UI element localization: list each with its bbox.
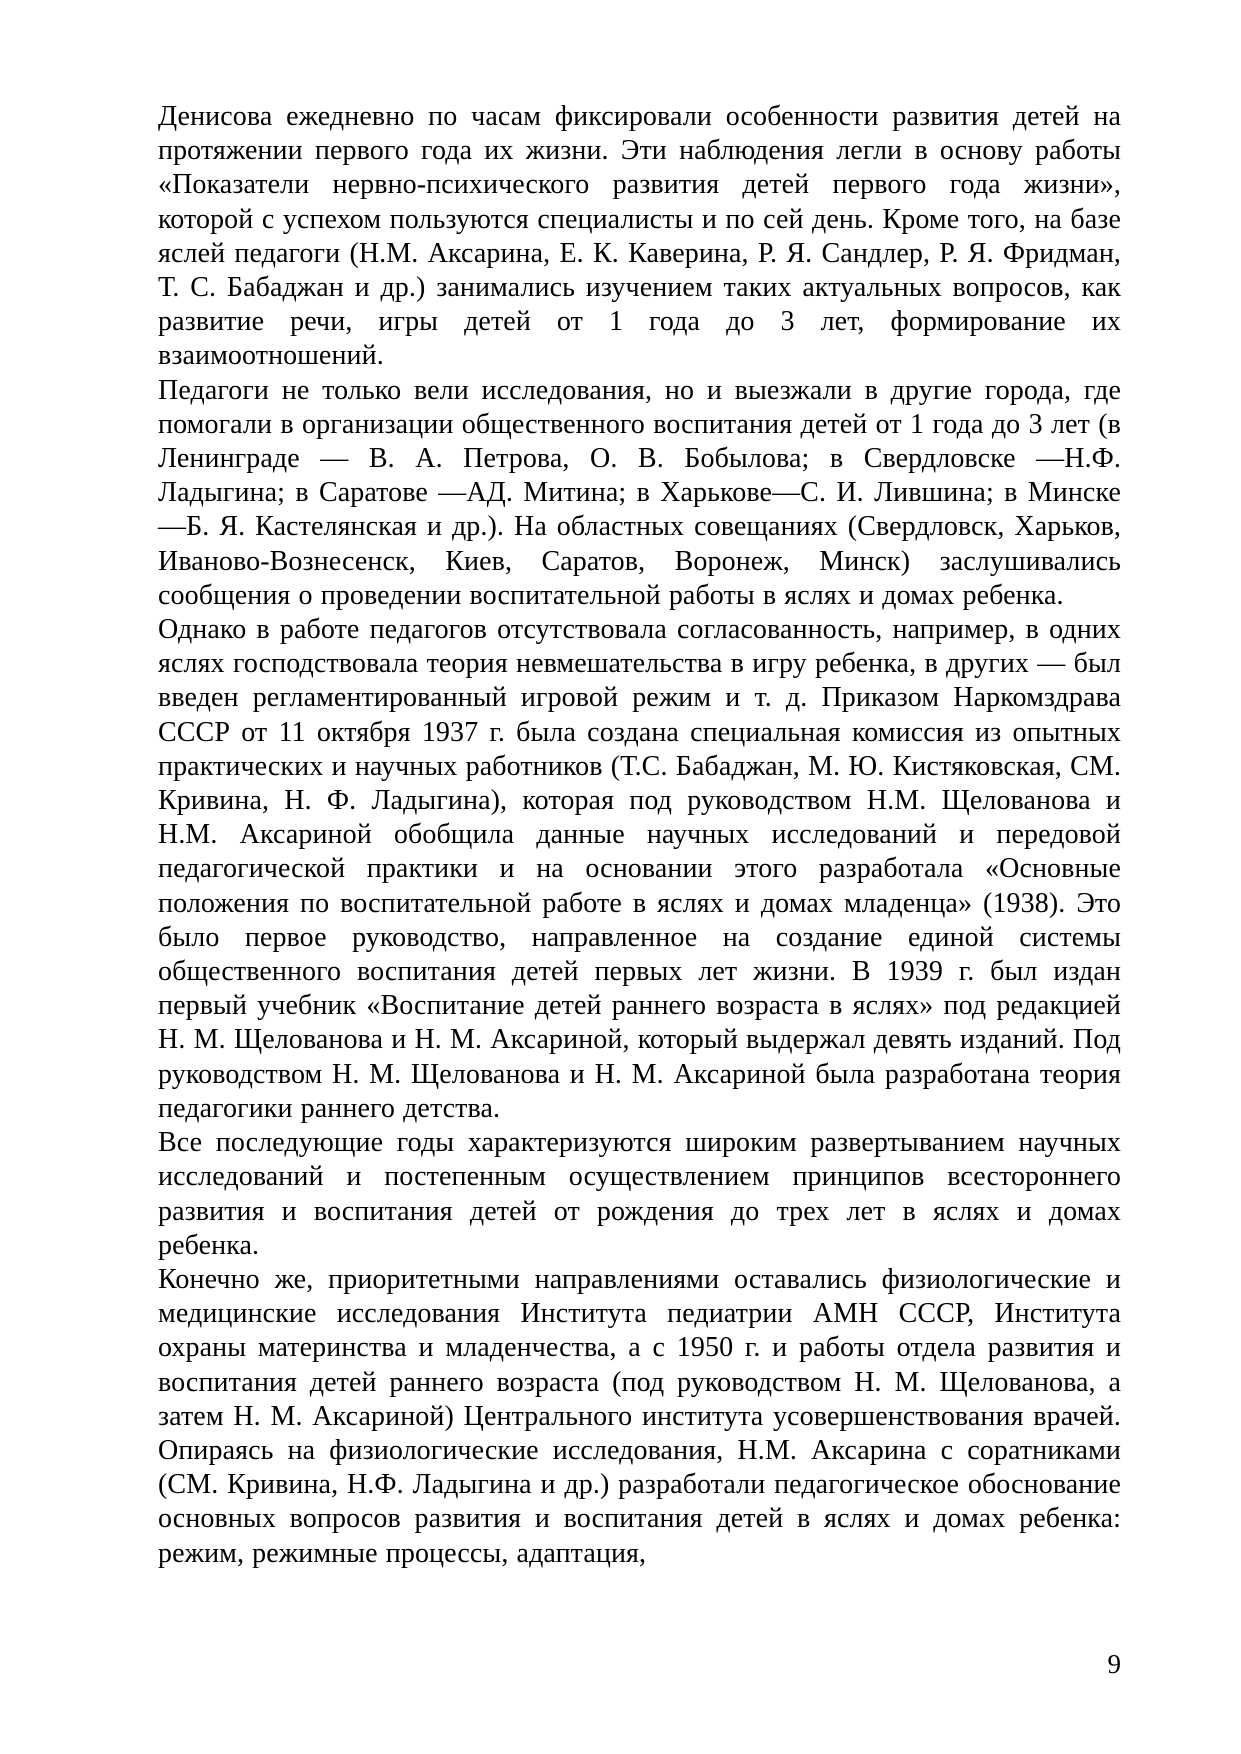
paragraph-1: Денисова ежедневно по часам фиксировали особенности развития детей на протяжении первого года их жизни. Эти наблюдения легли в основу работы «Показатели нервно-психического развития детей первого года жизни», которой с успехом пользуются специалисты и по сей день. Кроме того, на базе яслей педагоги (Н.М. Аксарина, Е. К. Каверина, Р. Я. Сандлер, Р. Я. Фридман, Т. С. Бабаджан и др.) занимались изучением таких актуальных вопросов, как развитие речи, игры детей от 1 года до 3 лет, формирование их взаимоотношений.	[158, 101, 1121, 372]
paragraph-3: Однако в работе педагогов отсутствовала согласованность, например, в одних яслях господствовала теория невмешательства в игру ребенка, в других — был введен регламентированный игровой режим и т. д. Приказом Наркомздрава СССР от 11 октября 1937 г. была создана специальная комиссия из опытных практических и научных работников (Т.С. Бабаджан, М. Ю. Кистяковская, СМ. Кривина, Н. Ф. Ладыгина), которая под руководством Н.М. Щелованова и Н.М. Аксариной обобщила данные научных исследований и передовой педагогической практики и на основании этого разработала «Основные положения по воспитательной работе в яслях и домах младенца» (1938). Это было первое руководство, направленное на создание единой системы общественного воспитания детей первых лет жизни. В 1939 г. был издан первый учебник «Воспитание детей раннего возраста в яслях» под редакцией Н. М. Щелованова и Н. М. Аксариной, который выдержал девять изданий. Под руководством Н. М. Щелованова и Н. М. Аксариной была разработана теория педагогики раннего детства.	[158, 614, 1121, 1124]
paragraph-5: Конечно же, приоритетными направлениями оставались физиологические и медицинские исследования Института педиатрии АМН СССР, Института охраны материнства и младенчества, а с 1950 г. и работы отдела развития и воспитания детей раннего возраста (под руководством Н. М. Щелованова, а затем Н. М. Аксариной) Центрального института усовершенствования врачей. Опираясь на физиологические исследования, Н.М. Аксарина с соратниками (СМ. Кривина, Н.Ф. Ладыгина и др.) разработали педагогическое обоснование основных вопросов развития и воспитания детей в яслях и домах ребенка: режим, режимные процессы, адаптация,	[158, 1263, 1121, 1569]
page-number: 9	[1107, 1649, 1121, 1679]
paragraph-4: Все последующие годы характеризуются широким развертыванием научных исследований и постепенным осуществлением принципов всестороннего развития и воспитания детей от рождения до трех лет в яслях и домах ребенка.	[158, 1127, 1121, 1261]
text-content	[158, 100, 1121, 1571]
paragraph-2: Педагоги не только вели исследования, но и выезжали в другие города, где помогали в организации общественного воспитания детей от 1 года до 3 лет (в Ленинграде — В. А. Петрова, О. В. Бобылова; в Свердловске —Н.Ф. Ладыгина; в Саратове —АД. Митина; в Харькове—С. И. Лившина; в Минске —Б. Я. Кастелянская и др.). На областных совещаниях (Свердловск, Харьков, Иваново-Вознесенск, Киев, Саратов, Воронеж, Минск) заслушивались сообщения о проведении воспитательной работы в яслях и домах ребенка.	[158, 374, 1121, 611]
